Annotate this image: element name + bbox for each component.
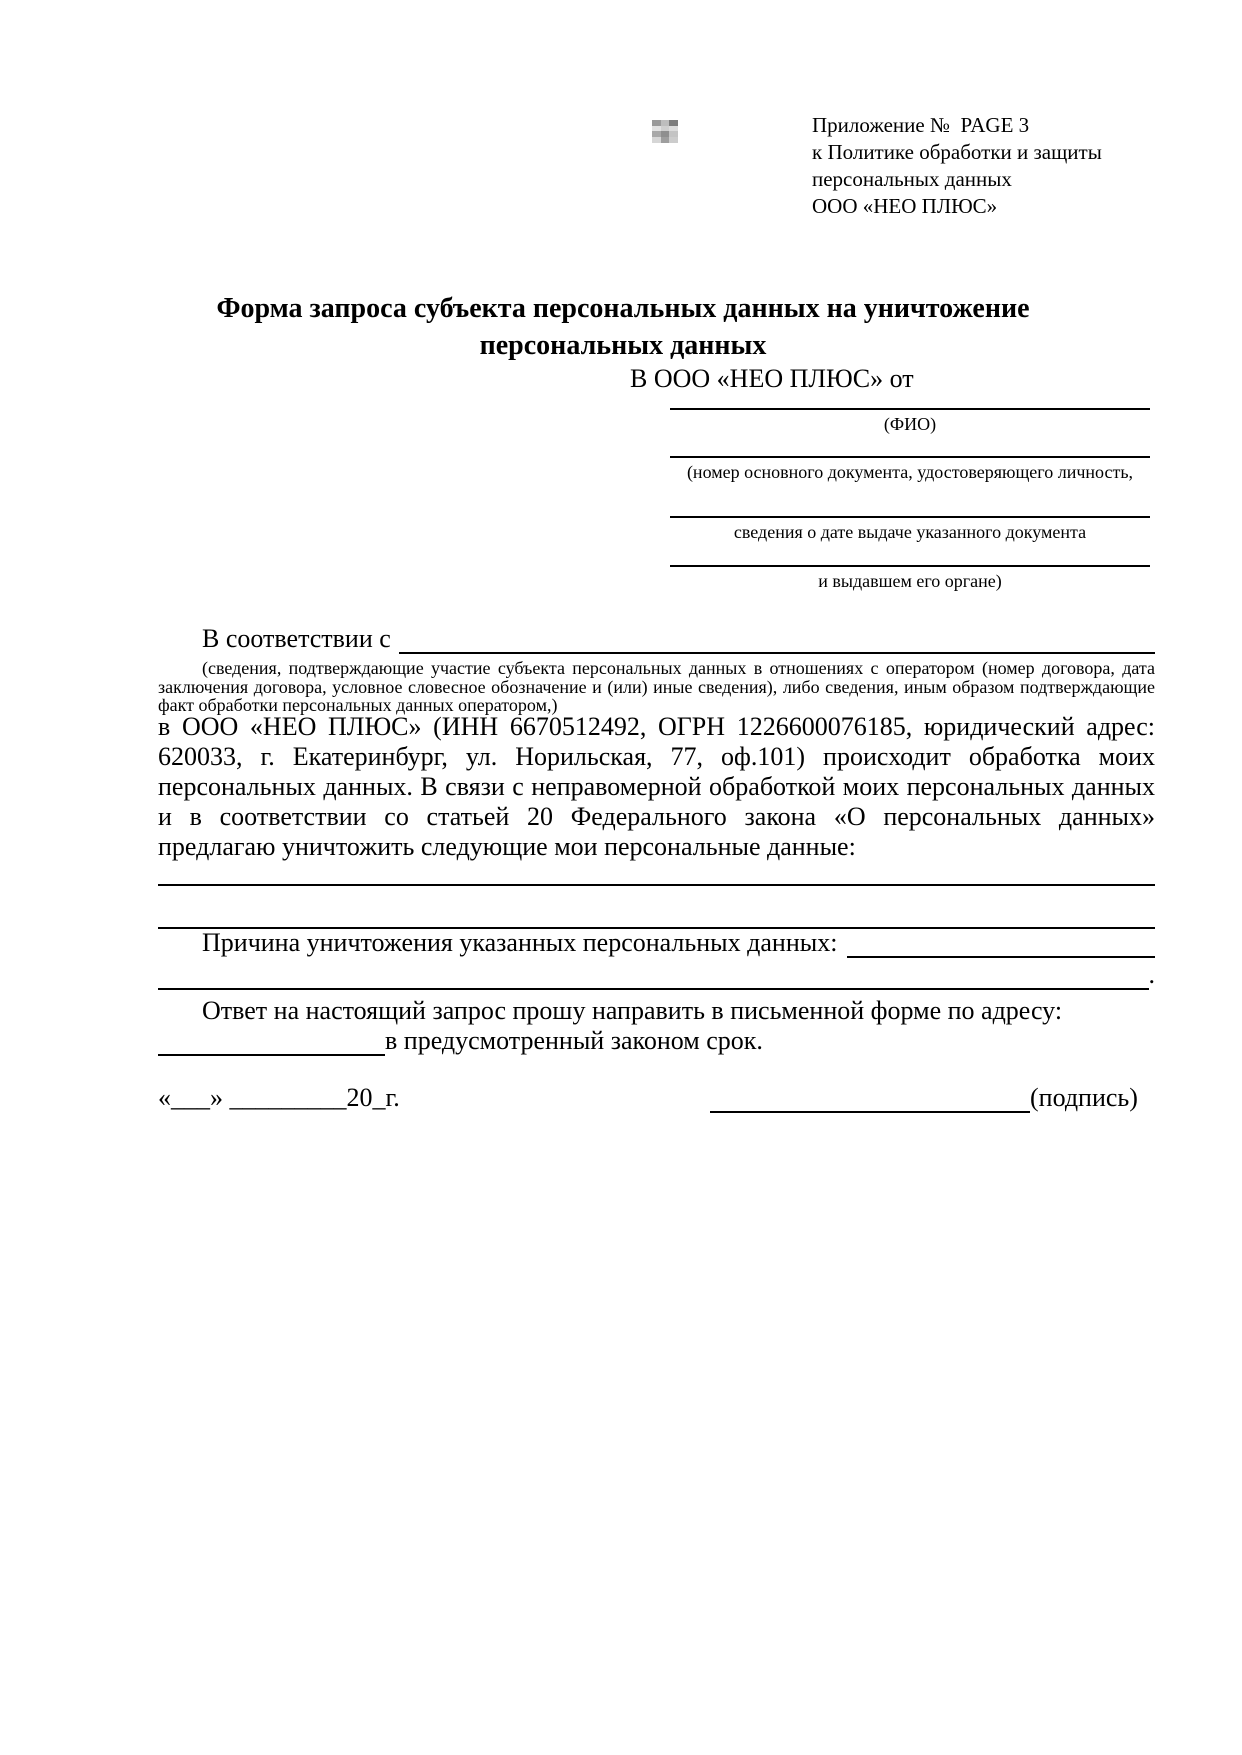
- issuer-line: [670, 565, 1150, 567]
- appendix-header: [812, 112, 1172, 220]
- fio-line: [670, 408, 1150, 410]
- response-line-2: [158, 1026, 1155, 1056]
- form-title: [158, 290, 1088, 364]
- issue-date-line: [670, 516, 1150, 518]
- company-name: ООО «НЕО ПЛЮС»: [812, 194, 998, 218]
- document-number-line: [670, 456, 1150, 458]
- reason-row: [158, 928, 1155, 958]
- signature-block: [710, 1083, 1140, 1113]
- blank-line-1: [158, 884, 1155, 886]
- form-title-line-1: Форма запроса субъекта персональных данных на уничтожение: [216, 293, 1030, 324]
- response-line-2-suffix: в предусмотренный законом срок.: [385, 1026, 763, 1055]
- date-field: «___» _________20_г.: [158, 1083, 400, 1112]
- issuer-caption: и выдавшем его органе): [818, 571, 1002, 591]
- response-line-1: Ответ на настоящий запрос прошу направить в письменной форме по адресу:: [202, 996, 1063, 1025]
- appendix-line: Приложение № PAGE 3: [812, 113, 1030, 137]
- according-row: [158, 624, 1155, 654]
- address-blank-line: [158, 1028, 385, 1056]
- signature-blank-line: [710, 1085, 1030, 1113]
- addressee-line: В ООО «НЕО ПЛЮС» от: [630, 364, 914, 393]
- reason-label: Причина уничтожения указанных персональных данных:: [202, 928, 838, 957]
- fio-caption: (ФИО): [883, 414, 937, 434]
- reason-continuation-row: [158, 960, 1155, 990]
- according-label: В соответствии с: [202, 624, 391, 653]
- note-text: (сведения, подтверждающие участие субъекта персональных данных в отношениях с оператором (номер договора, дата заключения договора, условное словесное обозначение и (или) иные сведения), либо сведения, иным образом подтверждающие факт обработки персональных данных оператором,): [158, 658, 1155, 715]
- response-paragraph: [158, 996, 1155, 1056]
- reason-blank-line: [847, 930, 1155, 958]
- issue-date-caption: сведения о дате выдаче указанного документа: [733, 522, 1087, 542]
- policy-line-1: к Политике обработки и защиты: [812, 140, 1102, 164]
- policy-line-2: персональных данных: [812, 167, 1012, 191]
- reason-continuation-line: [158, 962, 1149, 990]
- signature-caption: (подпись): [1030, 1083, 1138, 1112]
- period-mark: .: [1148, 960, 1155, 989]
- document-number-caption: (номер основного документа, удостоверяющего личность,: [686, 462, 1134, 482]
- form-title-line-2: персональных данных: [479, 330, 767, 361]
- embedded-object-icon: [652, 120, 678, 143]
- main-paragraph: в ООО «НЕО ПЛЮС» (ИНН 6670512492, ОГРН 1226600076185, юридический адрес: 620033, г. Екатеринбург, ул. Норильская, 77, оф.101) происходит обработка моих персональных данных. В связи с неправомерной обработкой моих персональных данных и в соответствии со статьей 20 Федерального закона «О персональных данных» предлагаю уничтожить следующие мои персональные данные:: [158, 712, 1155, 861]
- according-blank-line: [399, 626, 1155, 654]
